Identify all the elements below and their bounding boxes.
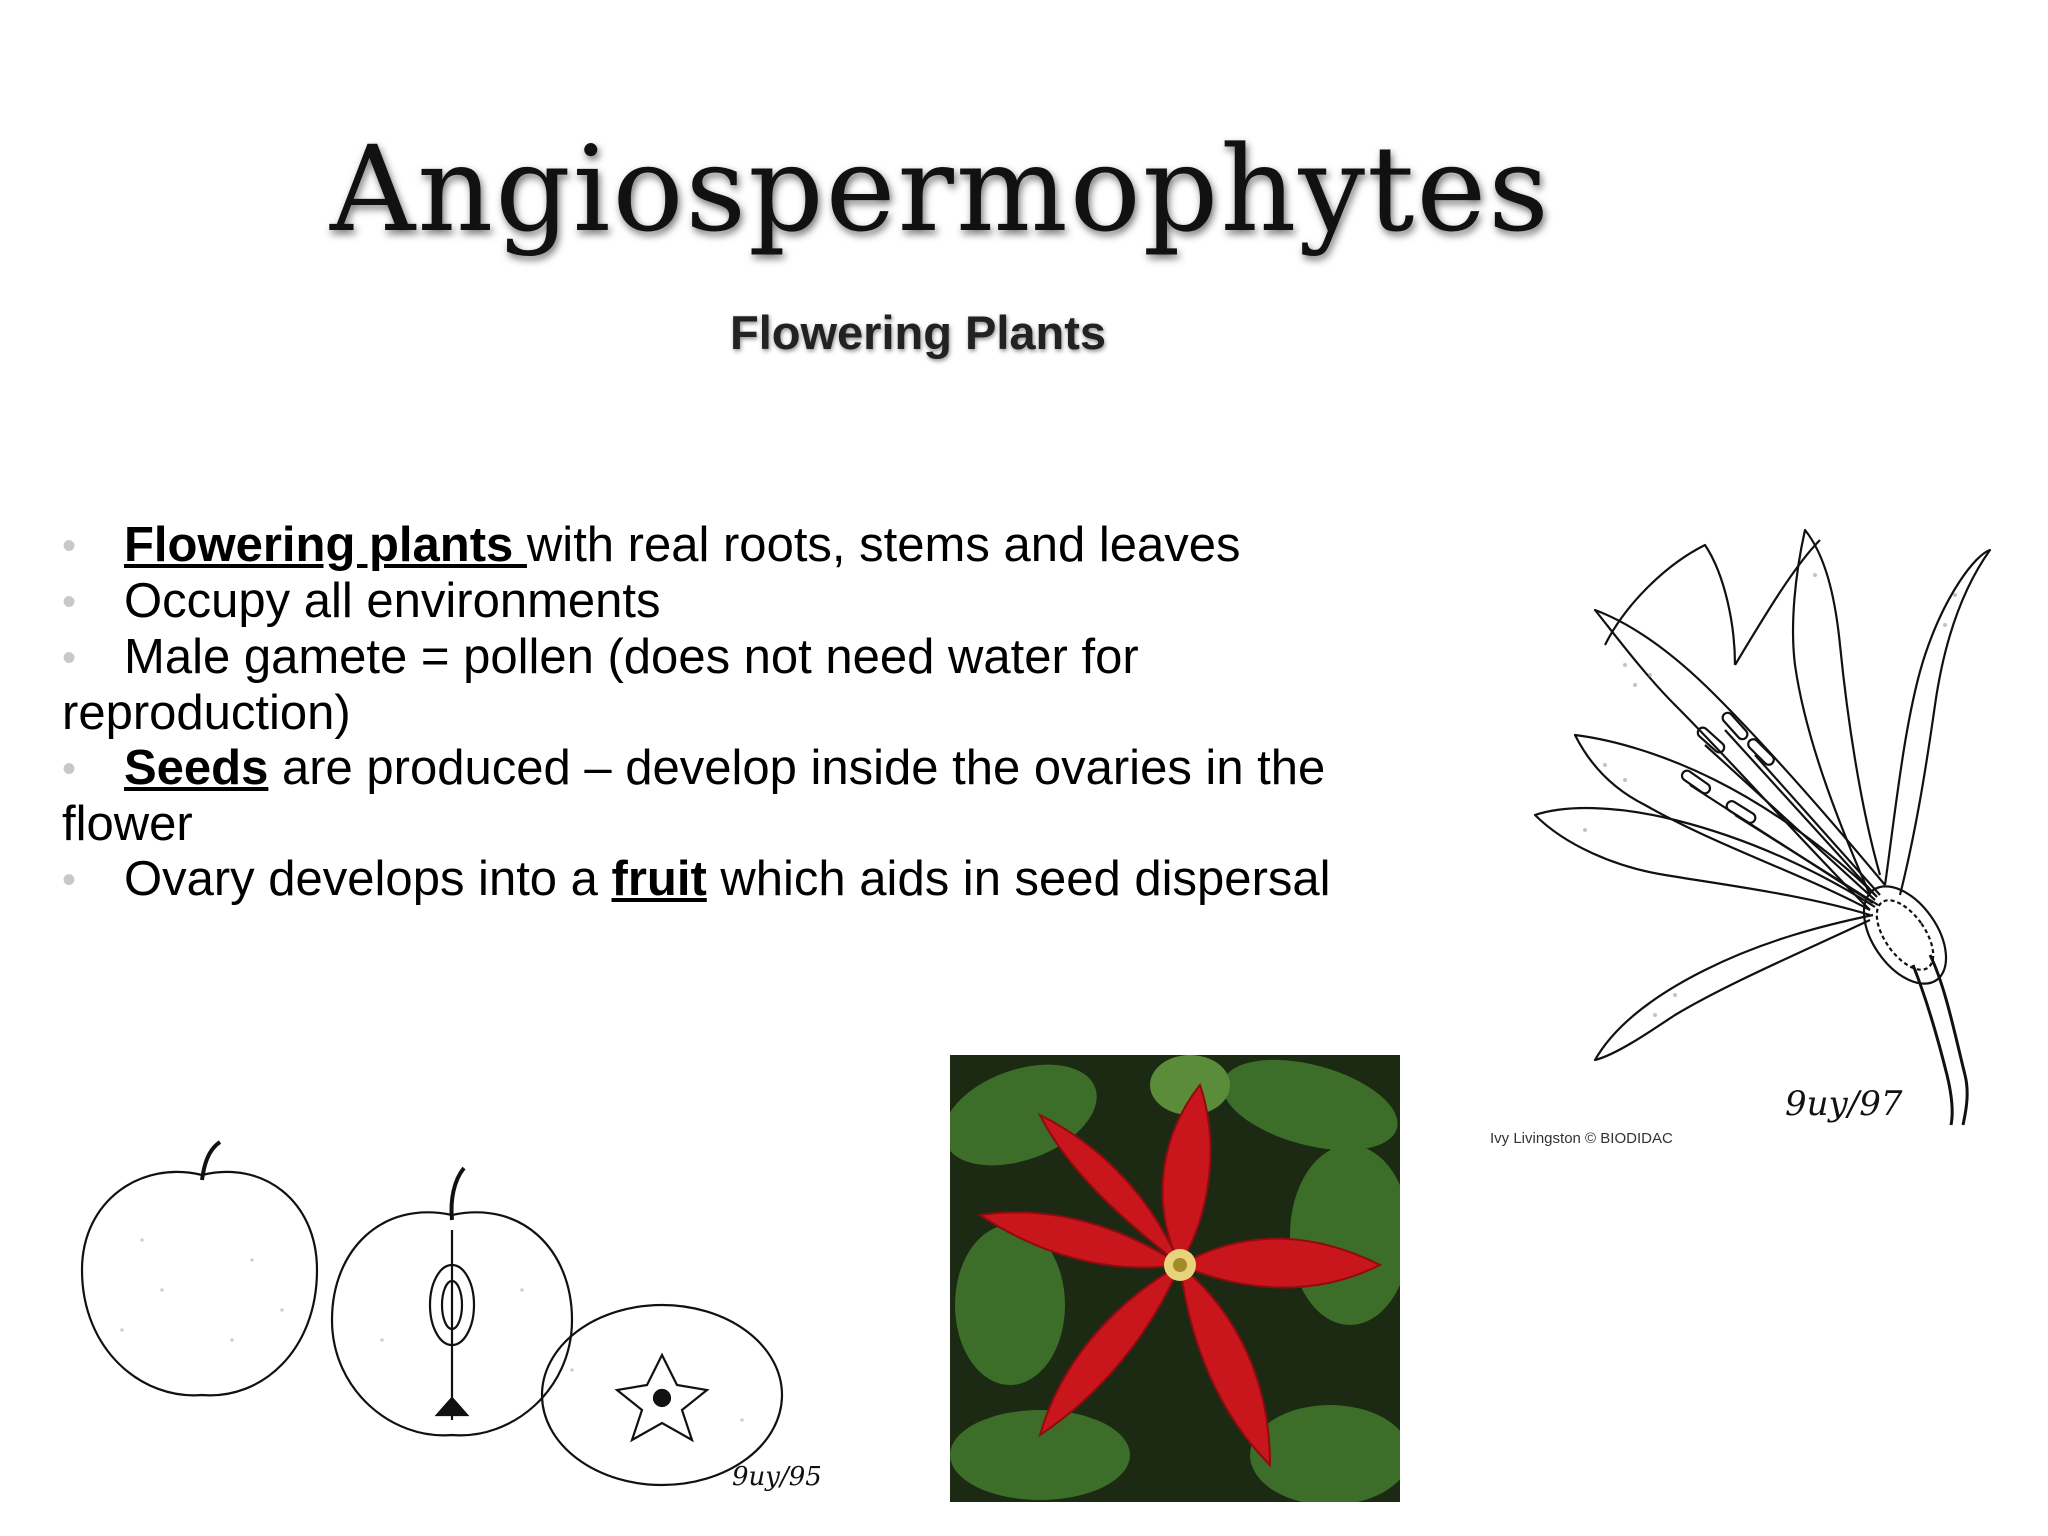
bullet-dot-icon: • <box>62 524 77 568</box>
slide-subtitle: Flowering Plants <box>730 306 1107 359</box>
red-flower-photo <box>950 1055 1400 1502</box>
apple-signature: 9uy/95 <box>732 1462 822 1492</box>
lily-illustration <box>1475 515 1995 1155</box>
apple-illustration <box>52 1140 832 1510</box>
bullet-text: are produced – develop inside the ovaries in the flower <box>62 741 1326 851</box>
bullet-dot-icon: • <box>62 747 77 791</box>
bullet-list <box>62 518 1442 908</box>
keyword: Flowering plants <box>124 518 527 572</box>
bullet-item <box>62 518 1442 574</box>
bullet-text: which aids in seed dispersal <box>706 852 1331 906</box>
bullet-item <box>62 852 1442 908</box>
keyword: Seeds <box>124 741 269 795</box>
lily-signature: 9uy/97 <box>1785 1084 1903 1124</box>
bullet-text: Occupy all environments <box>124 574 661 628</box>
bullet-dot-icon: • <box>62 580 77 624</box>
bullet-text: Male gamete = pollen (does not need water for reproduction) <box>62 630 1139 740</box>
bullet-text: Ovary develops into a <box>124 852 612 906</box>
slide-title: Angiospermophytes <box>330 120 1551 258</box>
bullet-item <box>62 741 1442 852</box>
keyword: fruit <box>611 852 707 906</box>
bullet-dot-icon: • <box>62 858 77 902</box>
bullet-item <box>62 574 1442 630</box>
bullet-dot-icon: • <box>62 636 77 680</box>
bullet-text: with real roots, stems and leaves <box>526 518 1241 572</box>
bullet-item <box>62 630 1262 741</box>
lily-credit: Ivy Livingston © BIODIDAC <box>1490 1130 1673 1147</box>
